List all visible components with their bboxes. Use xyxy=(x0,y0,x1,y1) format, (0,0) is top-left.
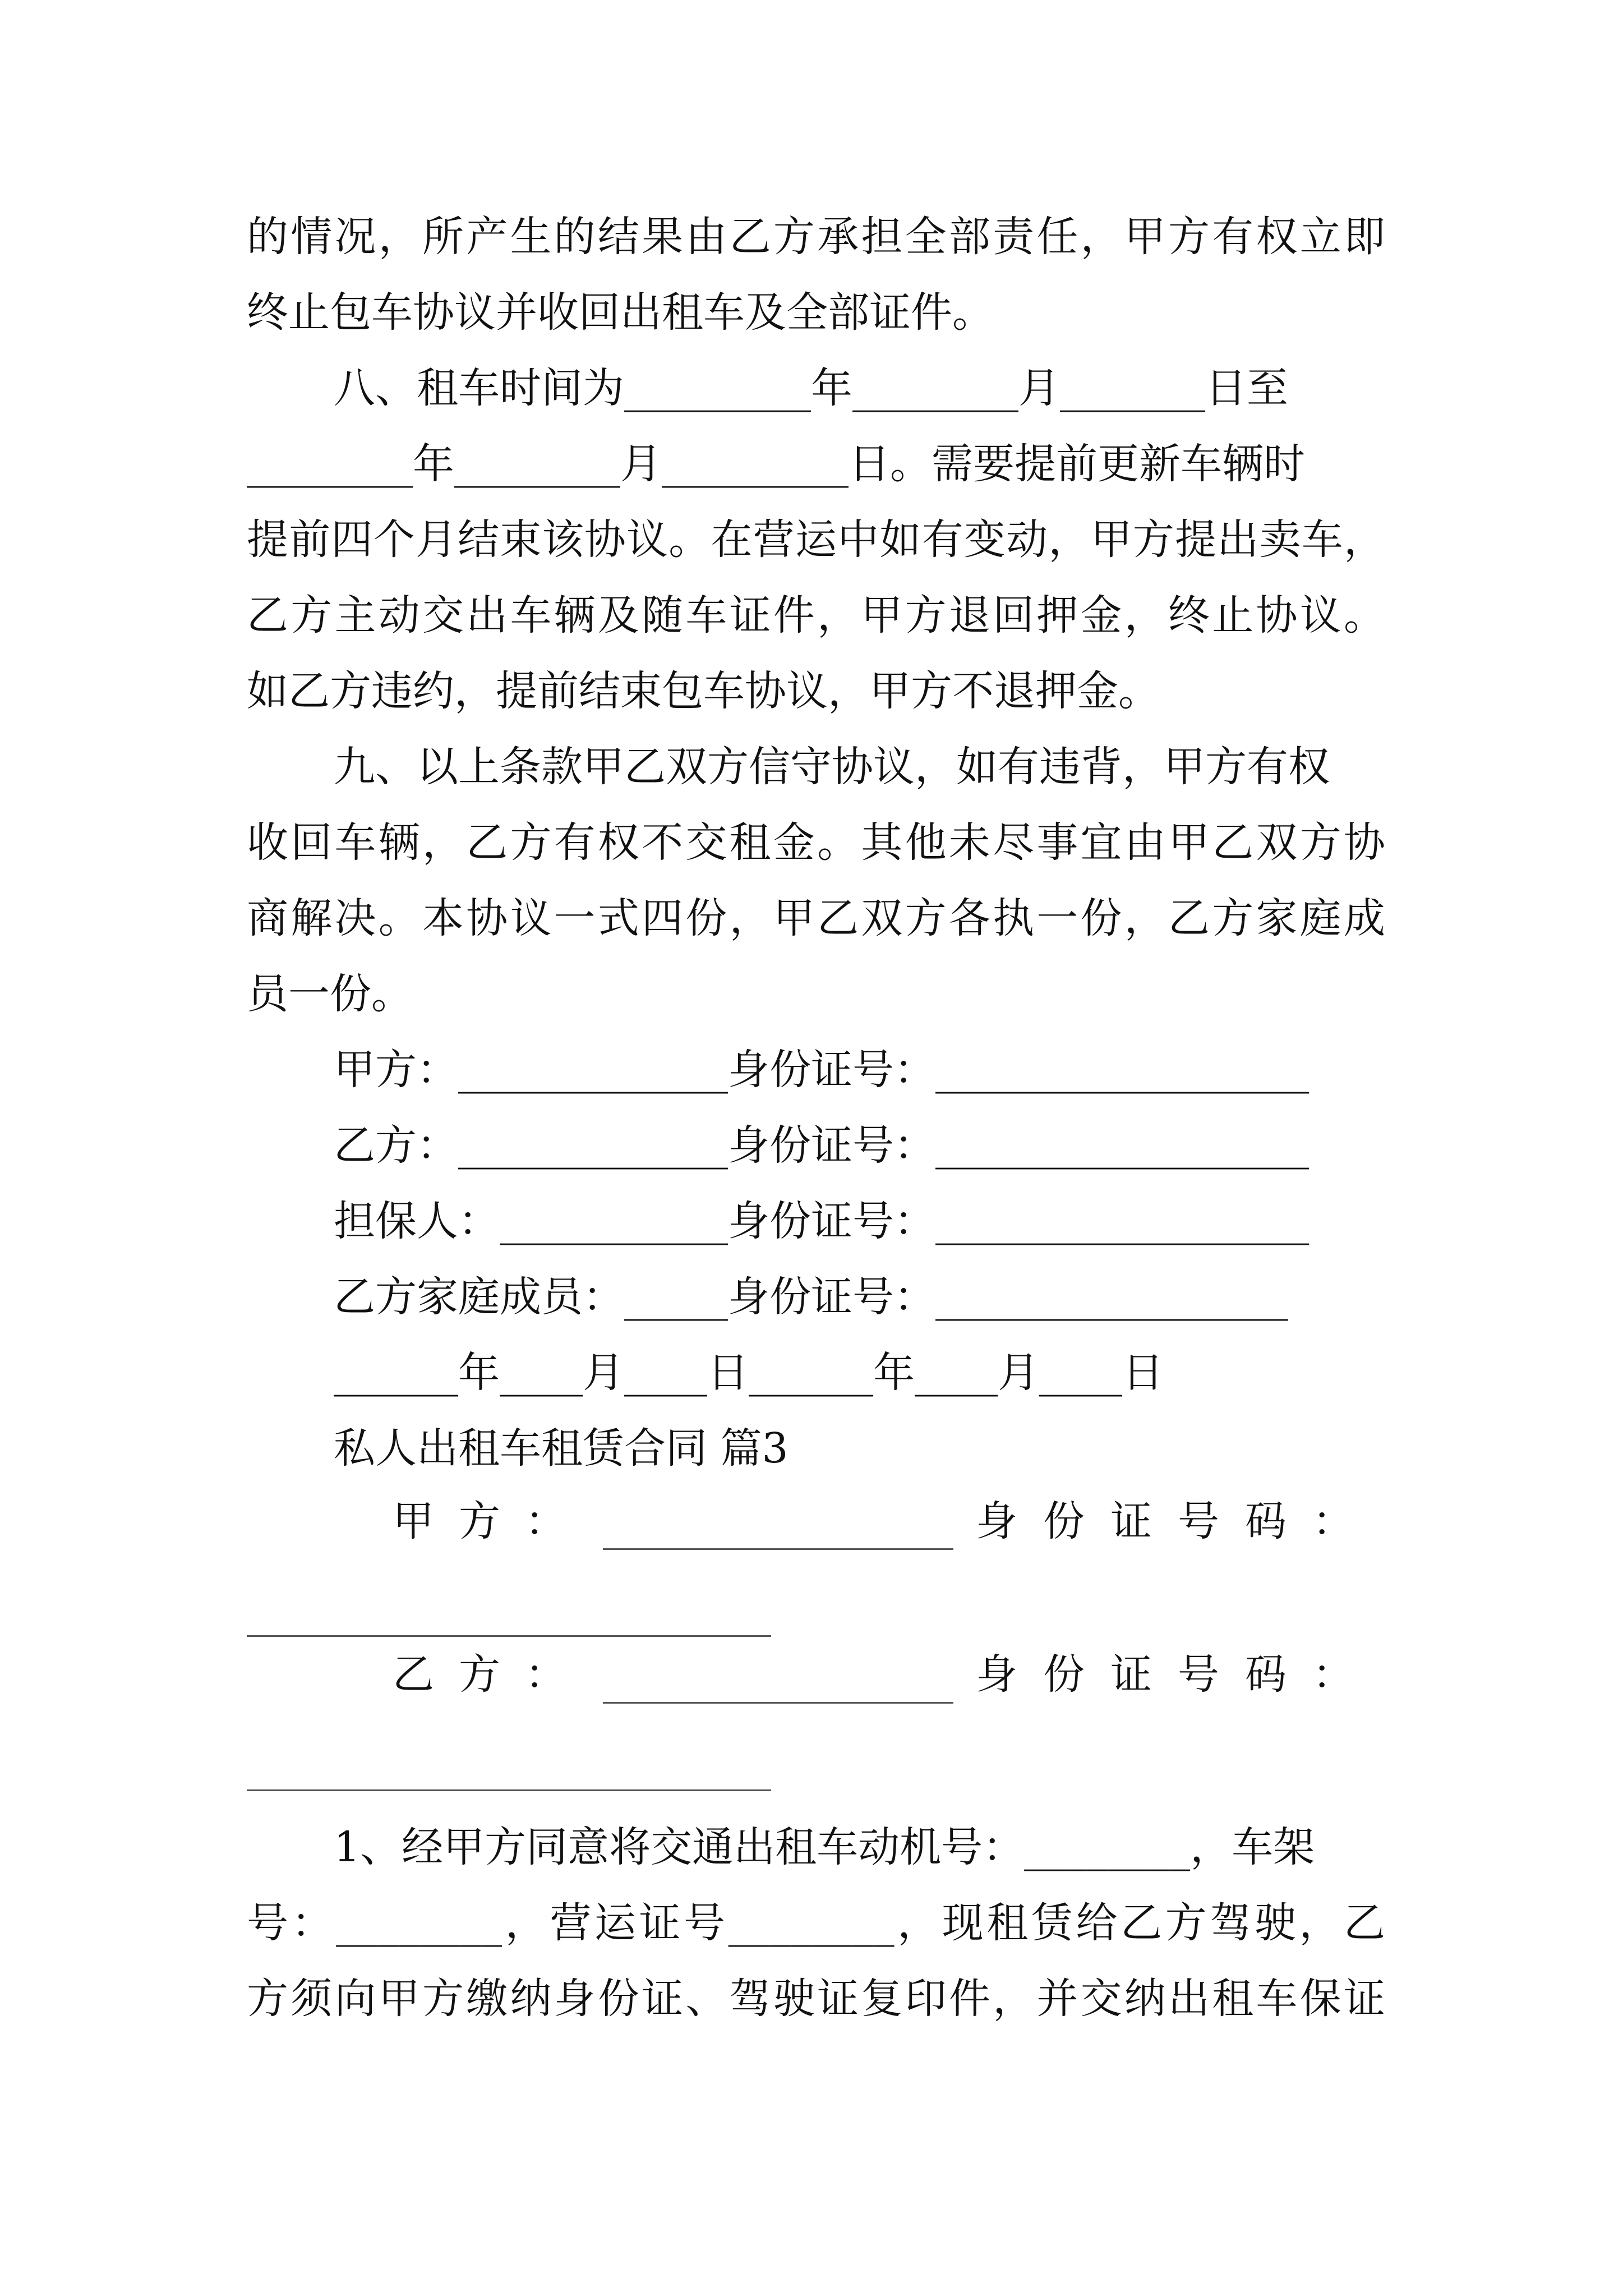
section-3-clause-line: 号：________，营运证号________，现租赁给乙方驾驶，乙 xyxy=(247,1899,1385,1947)
party-b-label: 乙方： xyxy=(393,1650,591,1699)
paragraph-line: 终止包车协议并收回出租车及全部证件。 xyxy=(247,288,994,337)
party-a-id-label: 身份证号码： xyxy=(976,1497,1380,1545)
party-b-id-blank xyxy=(247,1789,771,1791)
clause-8-line: 乙方主动交出车辆及随车证件，甲方退回押金，终止协议。 xyxy=(247,591,1385,639)
signature-family-member: 乙方家庭成员：_____身份证号：_________________ xyxy=(334,1273,1288,1321)
clause-8-line: ________年________月_________日。需要提前更新车辆时 xyxy=(247,440,1305,488)
clause-9-line: 九、以上条款甲乙双方信守协议，如有违背，甲方有权 xyxy=(334,743,1330,791)
clause-9-line: 商解决。本协议一式四份，甲乙双方各执一份，乙方家庭成 xyxy=(247,894,1385,942)
clause-8-line: 如乙方违约，提前结束包车协议，甲方不退押金。 xyxy=(247,667,1160,715)
party-b-blank xyxy=(603,1702,953,1704)
signature-guarantor: 担保人：___________身份证号：__________________ xyxy=(334,1197,1309,1245)
party-b-id-label: 身份证号码： xyxy=(976,1650,1380,1699)
party-a-id-blank xyxy=(247,1635,771,1637)
paragraph-line: 的情况，所产生的结果由乙方承担全部责任，甲方有权立即 xyxy=(247,213,1385,261)
signature-party-b: 乙方：_____________身份证号：__________________ xyxy=(334,1121,1309,1170)
clause-9-line: 收回车辆，乙方有权不交租金。其他未尽事宜由甲乙双方协 xyxy=(247,818,1385,867)
signature-date-line: ______年____月____日______年____月____日 xyxy=(334,1349,1164,1397)
section-title: 私人出租车租赁合同 篇3 xyxy=(334,1424,789,1473)
section-3-clause-line: 1、经甲方同意将交通出租车动机号：________，车架 xyxy=(334,1823,1315,1871)
party-a-label: 甲方： xyxy=(393,1497,591,1545)
clause-9-line: 员一份。 xyxy=(247,970,413,1018)
clause-8-line: 八、租车时间为_________年________月_______日至 xyxy=(334,364,1288,412)
clause-8-line: 提前四个月结束该协议。在营运中如有变动，甲方提出卖车， xyxy=(247,516,1385,564)
party-a-blank xyxy=(603,1548,953,1550)
section-3-clause-line: 方须向甲方缴纳身份证、驾驶证复印件，并交纳出租车保证 xyxy=(247,1975,1385,2023)
signature-party-a: 甲方：_____________身份证号：__________________ xyxy=(334,1046,1309,1094)
